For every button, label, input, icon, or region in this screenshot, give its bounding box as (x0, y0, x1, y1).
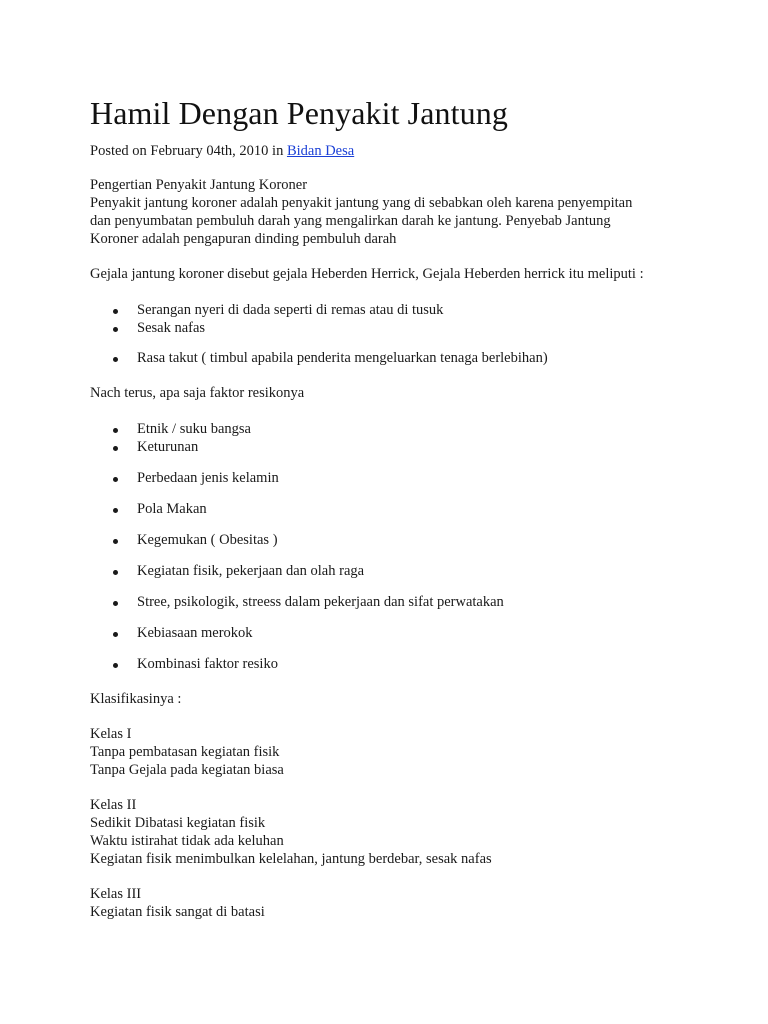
bullet-icon (113, 508, 118, 513)
list-item: Rasa takut ( timbul apabila penderita mengeluarkan tenaga berlebihan) (90, 349, 690, 367)
list-item: Kegemukan ( Obesitas ) (90, 531, 690, 549)
classification-intro: Klasifikasinya : (90, 691, 182, 707)
risk-list (90, 420, 690, 673)
intro-text-line: Koroner adalah pengapuran dinding pembuluh darah (90, 231, 397, 247)
class-title: Kelas I (90, 726, 132, 742)
bullet-icon (113, 663, 118, 668)
bullet-icon (113, 570, 118, 575)
list-item: Keturunan (90, 438, 690, 456)
bullet-icon (113, 539, 118, 544)
symptoms-list (90, 301, 690, 367)
list-item: Kegiatan fisik, pekerjaan dan olah raga (90, 562, 690, 580)
list-item: Stree, psikologik, streess dalam pekerjaan dan sifat perwatakan (90, 593, 690, 611)
post-meta (90, 142, 690, 160)
bullet-icon (113, 309, 118, 314)
risk-intro: Nach terus, apa saja faktor resikonya (90, 385, 305, 401)
bullet-icon (113, 327, 118, 332)
class-3-section (90, 885, 690, 921)
list-item: Serangan nyeri di dada seperti di remas atau di tusuk (90, 301, 690, 319)
article-title: Hamil Dengan Penyakit Jantung (90, 95, 508, 131)
intro-text-line: dan penyumbatan pembuluh darah yang mengalirkan darah ke jantung. Penyebab Jantung (90, 213, 611, 229)
class-line: Kegiatan fisik menimbulkan kelelahan, jantung berdebar, sesak nafas (90, 851, 492, 867)
bullet-icon (113, 477, 118, 482)
bullet-icon (113, 428, 118, 433)
list-item: Kebiasaan merokok (90, 624, 690, 642)
class-1-section (90, 725, 690, 779)
bullet-icon (113, 632, 118, 637)
list-item: Sesak nafas (90, 319, 690, 337)
bullet-icon (113, 357, 118, 362)
intro-section (90, 176, 690, 248)
list-item: Etnik / suku bangsa (90, 420, 690, 438)
bullet-icon (113, 446, 118, 451)
post-date: Posted on February 04th, 2010 in (90, 143, 287, 159)
category-link[interactable]: Bidan Desa (286, 143, 355, 159)
class-line: Kegiatan fisik sangat di batasi (90, 904, 265, 920)
article (90, 94, 690, 921)
list-item: Pola Makan (90, 500, 690, 518)
class-title: Kelas III (90, 886, 142, 902)
class-line: Tanpa Gejala pada kegiatan biasa (90, 762, 284, 778)
intro-text-line: Penyakit jantung koroner adalah penyakit jantung yang di sebabkan oleh karena penyempitan (90, 195, 633, 211)
list-item: Perbedaan jenis kelamin (90, 469, 690, 487)
class-line: Tanpa pembatasan kegiatan fisik (90, 744, 280, 760)
class-line: Sedikit Dibatasi kegiatan fisik (90, 815, 266, 831)
class-2-section (90, 796, 690, 868)
list-item: Kombinasi faktor resiko (90, 655, 690, 673)
class-title: Kelas II (90, 797, 137, 813)
bullet-icon (113, 601, 118, 606)
symptoms-intro: Gejala jantung koroner disebut gejala Heberden Herrick, Gejala Heberden herrick itu meliputi : (90, 266, 644, 282)
intro-heading: Pengertian Penyakit Jantung Koroner (90, 177, 308, 193)
class-line: Waktu istirahat tidak ada keluhan (90, 833, 284, 849)
